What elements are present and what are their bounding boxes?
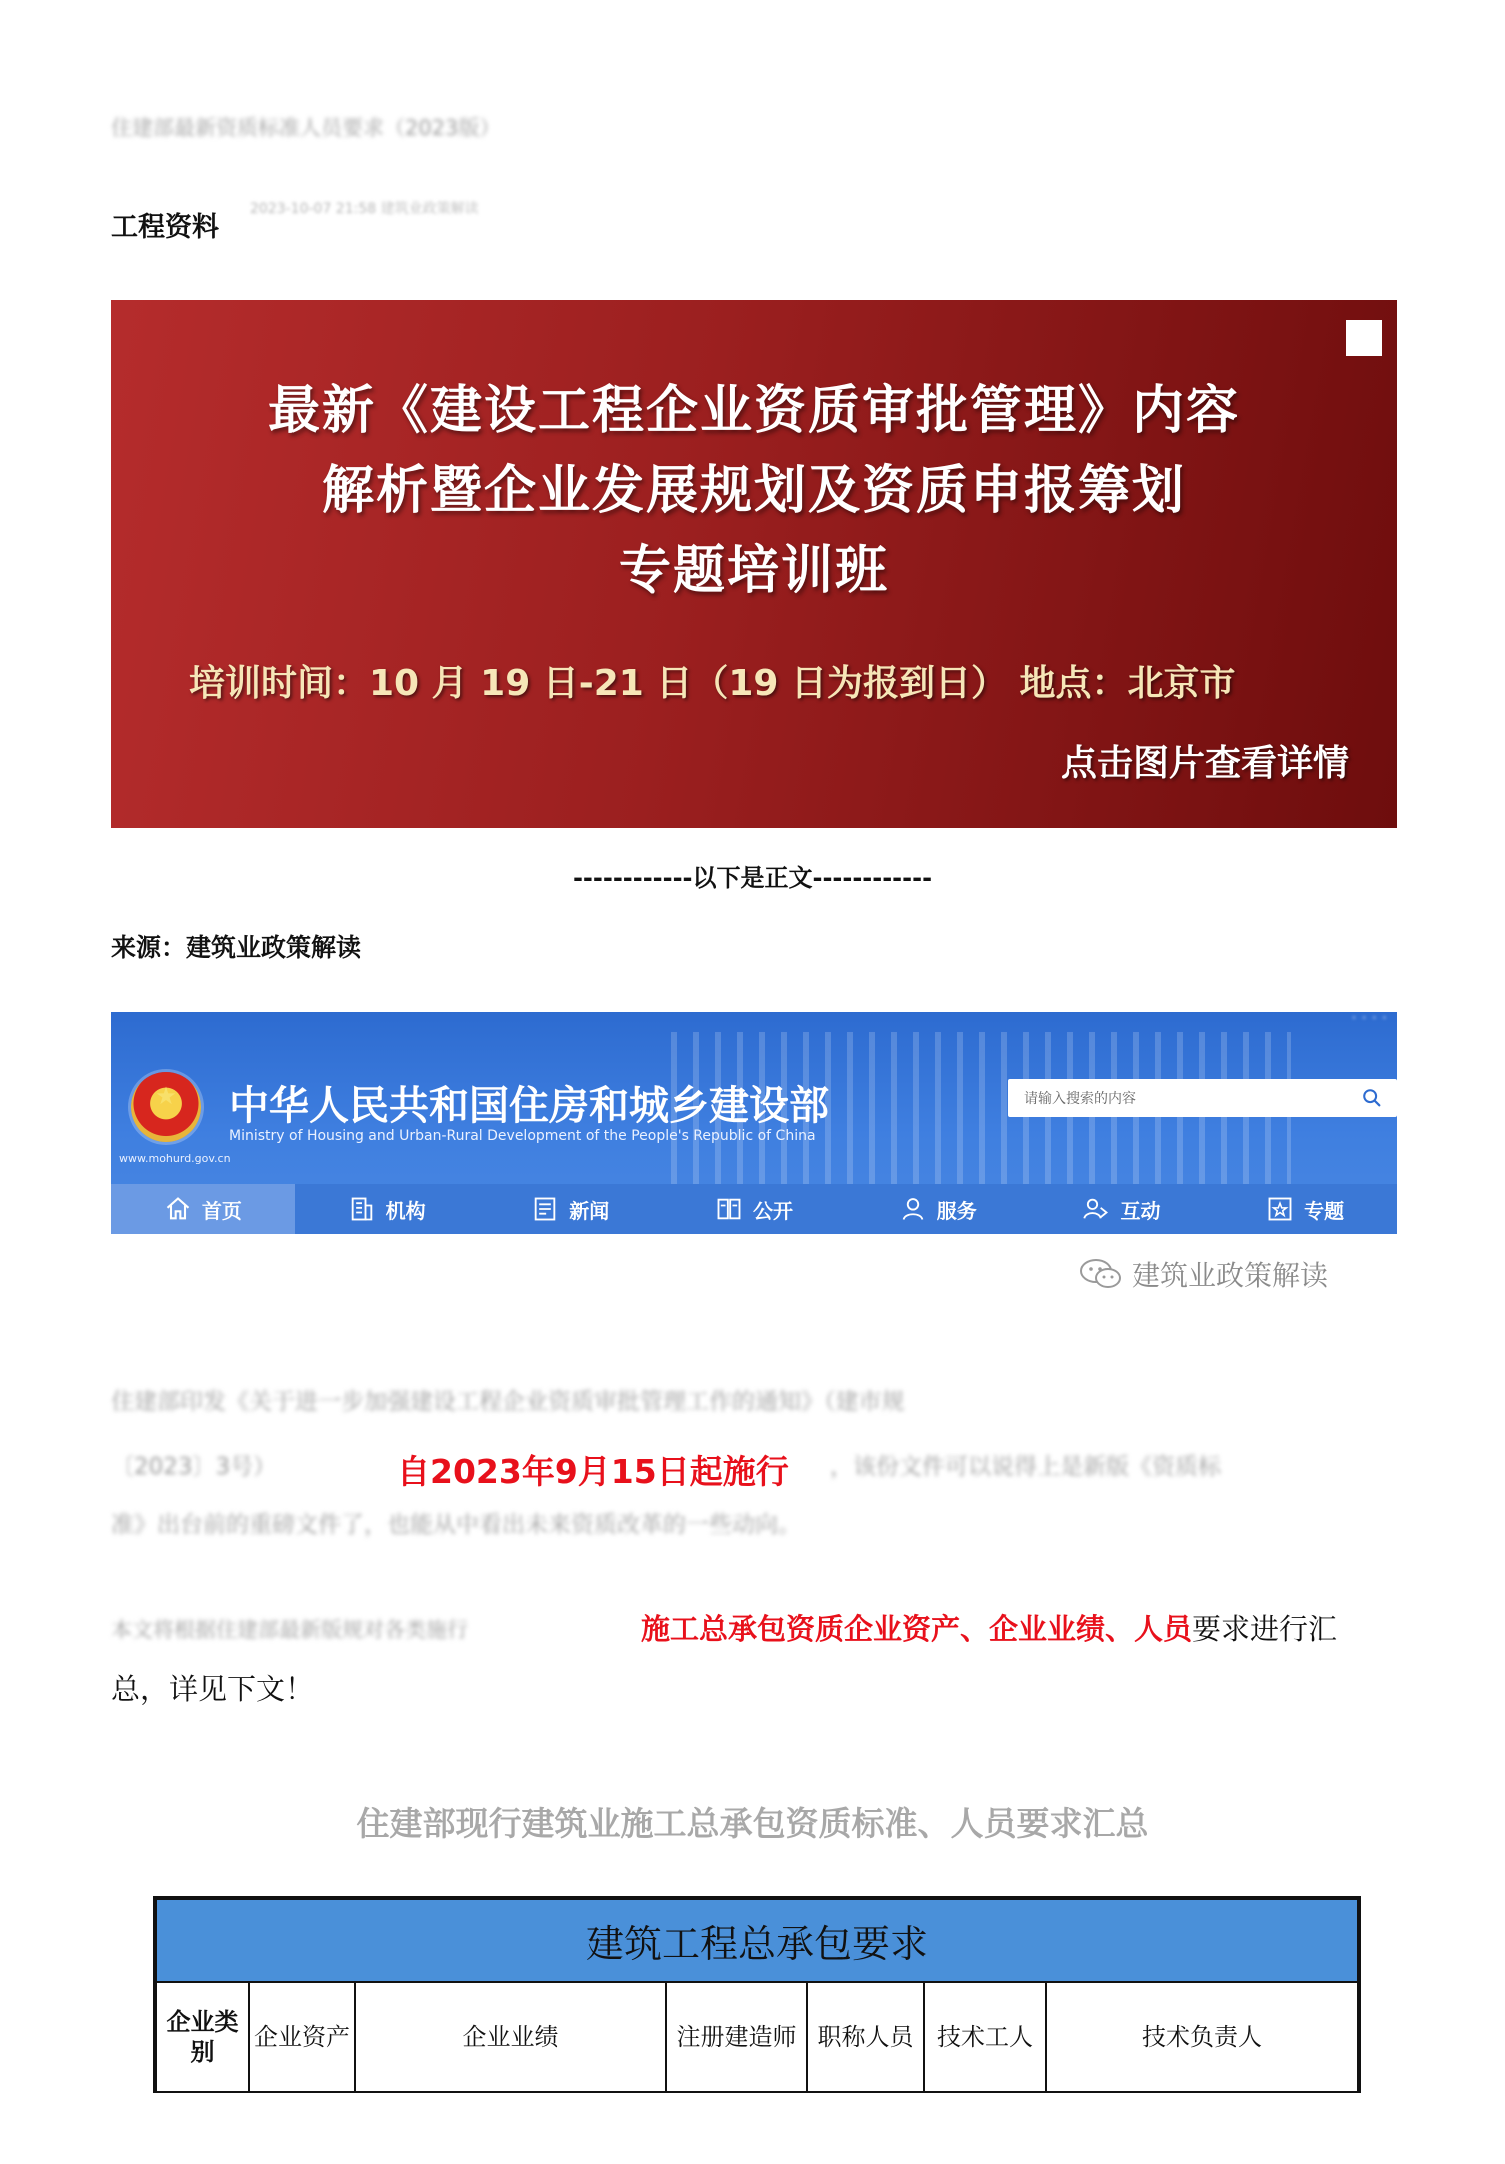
site-url: www.mohurd.gov.cn bbox=[119, 1152, 231, 1165]
wechat-watermark bbox=[1078, 1254, 1328, 1294]
search-icon[interactable] bbox=[1361, 1087, 1383, 1109]
watermark-text: 建筑业政策解读 bbox=[1132, 1259, 1329, 1292]
summary-title: 住建部现行建筑业施工总承包资质标准、人员要求汇总 bbox=[356, 1804, 1149, 1843]
column-header: 企业类别 bbox=[157, 1983, 249, 2092]
column-header: 企业资产 bbox=[249, 1983, 355, 2092]
nav-label: 服务 bbox=[936, 1198, 977, 1223]
banner-title-line-1: 最新《建设工程企业资质审批管理》内容 bbox=[267, 381, 1240, 441]
site-search-box bbox=[1008, 1079, 1397, 1117]
para1-line2-right: ，该份文件可以说得上是新版《资质标 bbox=[830, 1454, 1221, 1480]
nav-item-organization[interactable] bbox=[295, 1184, 479, 1234]
site-top-links: · · · · bbox=[1351, 1012, 1387, 1027]
para2-line2: 总，详见下文！ bbox=[111, 1672, 315, 1706]
site-name-en: Ministry of Housing and Urban-Rural Development of the People's Republic of China bbox=[229, 1128, 816, 1144]
nav-label: 首页 bbox=[201, 1198, 242, 1223]
training-banner[interactable] bbox=[111, 300, 1397, 828]
para1-line1: 住建部印发《关于进一步加强建设工程企业资质审批管理工作的通知》（建市规 bbox=[111, 1389, 905, 1415]
banner-cta[interactable]: 点击图片查看详情 bbox=[1060, 743, 1349, 784]
nav-label: 机构 bbox=[385, 1198, 426, 1223]
nav-label: 新闻 bbox=[569, 1198, 610, 1223]
body-divider: ------------以下是正文------------ bbox=[572, 864, 933, 892]
banner-title-line-2: 解析暨企业发展规划及资质申报筹划 bbox=[321, 461, 1186, 521]
site-name-cn: 中华人民共和国住房和城乡建设部 bbox=[229, 1083, 829, 1129]
article-meta: 2023-10-07 21:58 建筑业政策解读 bbox=[250, 201, 479, 217]
banner-corner-box bbox=[1346, 320, 1382, 356]
nav-item-interaction[interactable] bbox=[1030, 1184, 1214, 1234]
disclosure-icon bbox=[715, 1195, 743, 1223]
para1-line2-left: 〔2023〕3号） bbox=[111, 1454, 277, 1480]
nav-item-news[interactable] bbox=[478, 1184, 662, 1234]
mohurd-site-header bbox=[111, 1012, 1397, 1234]
nav-item-home[interactable] bbox=[111, 1184, 295, 1234]
topic-icon bbox=[1266, 1195, 1294, 1223]
building-icon bbox=[348, 1195, 376, 1223]
column-header: 企业业绩 bbox=[355, 1983, 666, 2092]
site-nav-bar bbox=[111, 1184, 1397, 1234]
wechat-icon bbox=[1078, 1257, 1124, 1291]
table-title: 建筑工程总承包要求 bbox=[157, 1900, 1357, 1983]
home-icon bbox=[164, 1195, 192, 1223]
para2-normal: 要求进行汇 bbox=[1192, 1612, 1338, 1646]
search-input[interactable] bbox=[1022, 1079, 1346, 1119]
emblem-star-icon: ★ bbox=[155, 1082, 177, 1110]
column-header: 技术负责人 bbox=[1142, 2023, 1262, 2051]
para1-line3: 准》出台前的重磅文件了，也能从中看出未来资质改革的一些动向。 bbox=[111, 1512, 801, 1538]
nav-label: 专题 bbox=[1304, 1198, 1345, 1223]
effective-date-highlight: 自2023年9月15日起施行 bbox=[397, 1452, 789, 1491]
article-source: 来源：建筑业政策解读 bbox=[111, 933, 362, 962]
para2-line1 bbox=[641, 1610, 1337, 1649]
table-header-row bbox=[157, 1983, 1357, 2092]
service-icon bbox=[899, 1195, 927, 1223]
column-header: 注册建造师 bbox=[666, 1983, 807, 2092]
banner-training-info: 培训时间：10 月 19 日-21 日（19 日为报到日） 地点：北京市 bbox=[189, 663, 1236, 704]
nav-item-service[interactable] bbox=[846, 1184, 1030, 1234]
banner-title-line-3: 专题培训班 bbox=[618, 541, 889, 601]
nav-item-topic[interactable] bbox=[1213, 1184, 1397, 1234]
column-header: 职称人员 bbox=[807, 1983, 924, 2092]
interaction-icon bbox=[1082, 1195, 1110, 1223]
article-category: 工程资料 bbox=[111, 212, 219, 243]
nav-label: 互动 bbox=[1120, 1198, 1161, 1223]
news-icon bbox=[531, 1195, 559, 1223]
column-header: 技术工人 bbox=[924, 1983, 1046, 2092]
para2-highlight: 施工总承包资质企业资产、企业业绩、人员 bbox=[641, 1612, 1193, 1646]
article-title-faint: 住建部最新资质标准人员要求（2023版） bbox=[111, 116, 501, 140]
para2-faint-prefix: 本文将根据住建部最新版规对各类施行 bbox=[111, 1618, 468, 1642]
nav-item-disclosure[interactable] bbox=[662, 1184, 846, 1234]
requirements-table bbox=[153, 1896, 1361, 2093]
nav-label: 公开 bbox=[753, 1198, 794, 1223]
